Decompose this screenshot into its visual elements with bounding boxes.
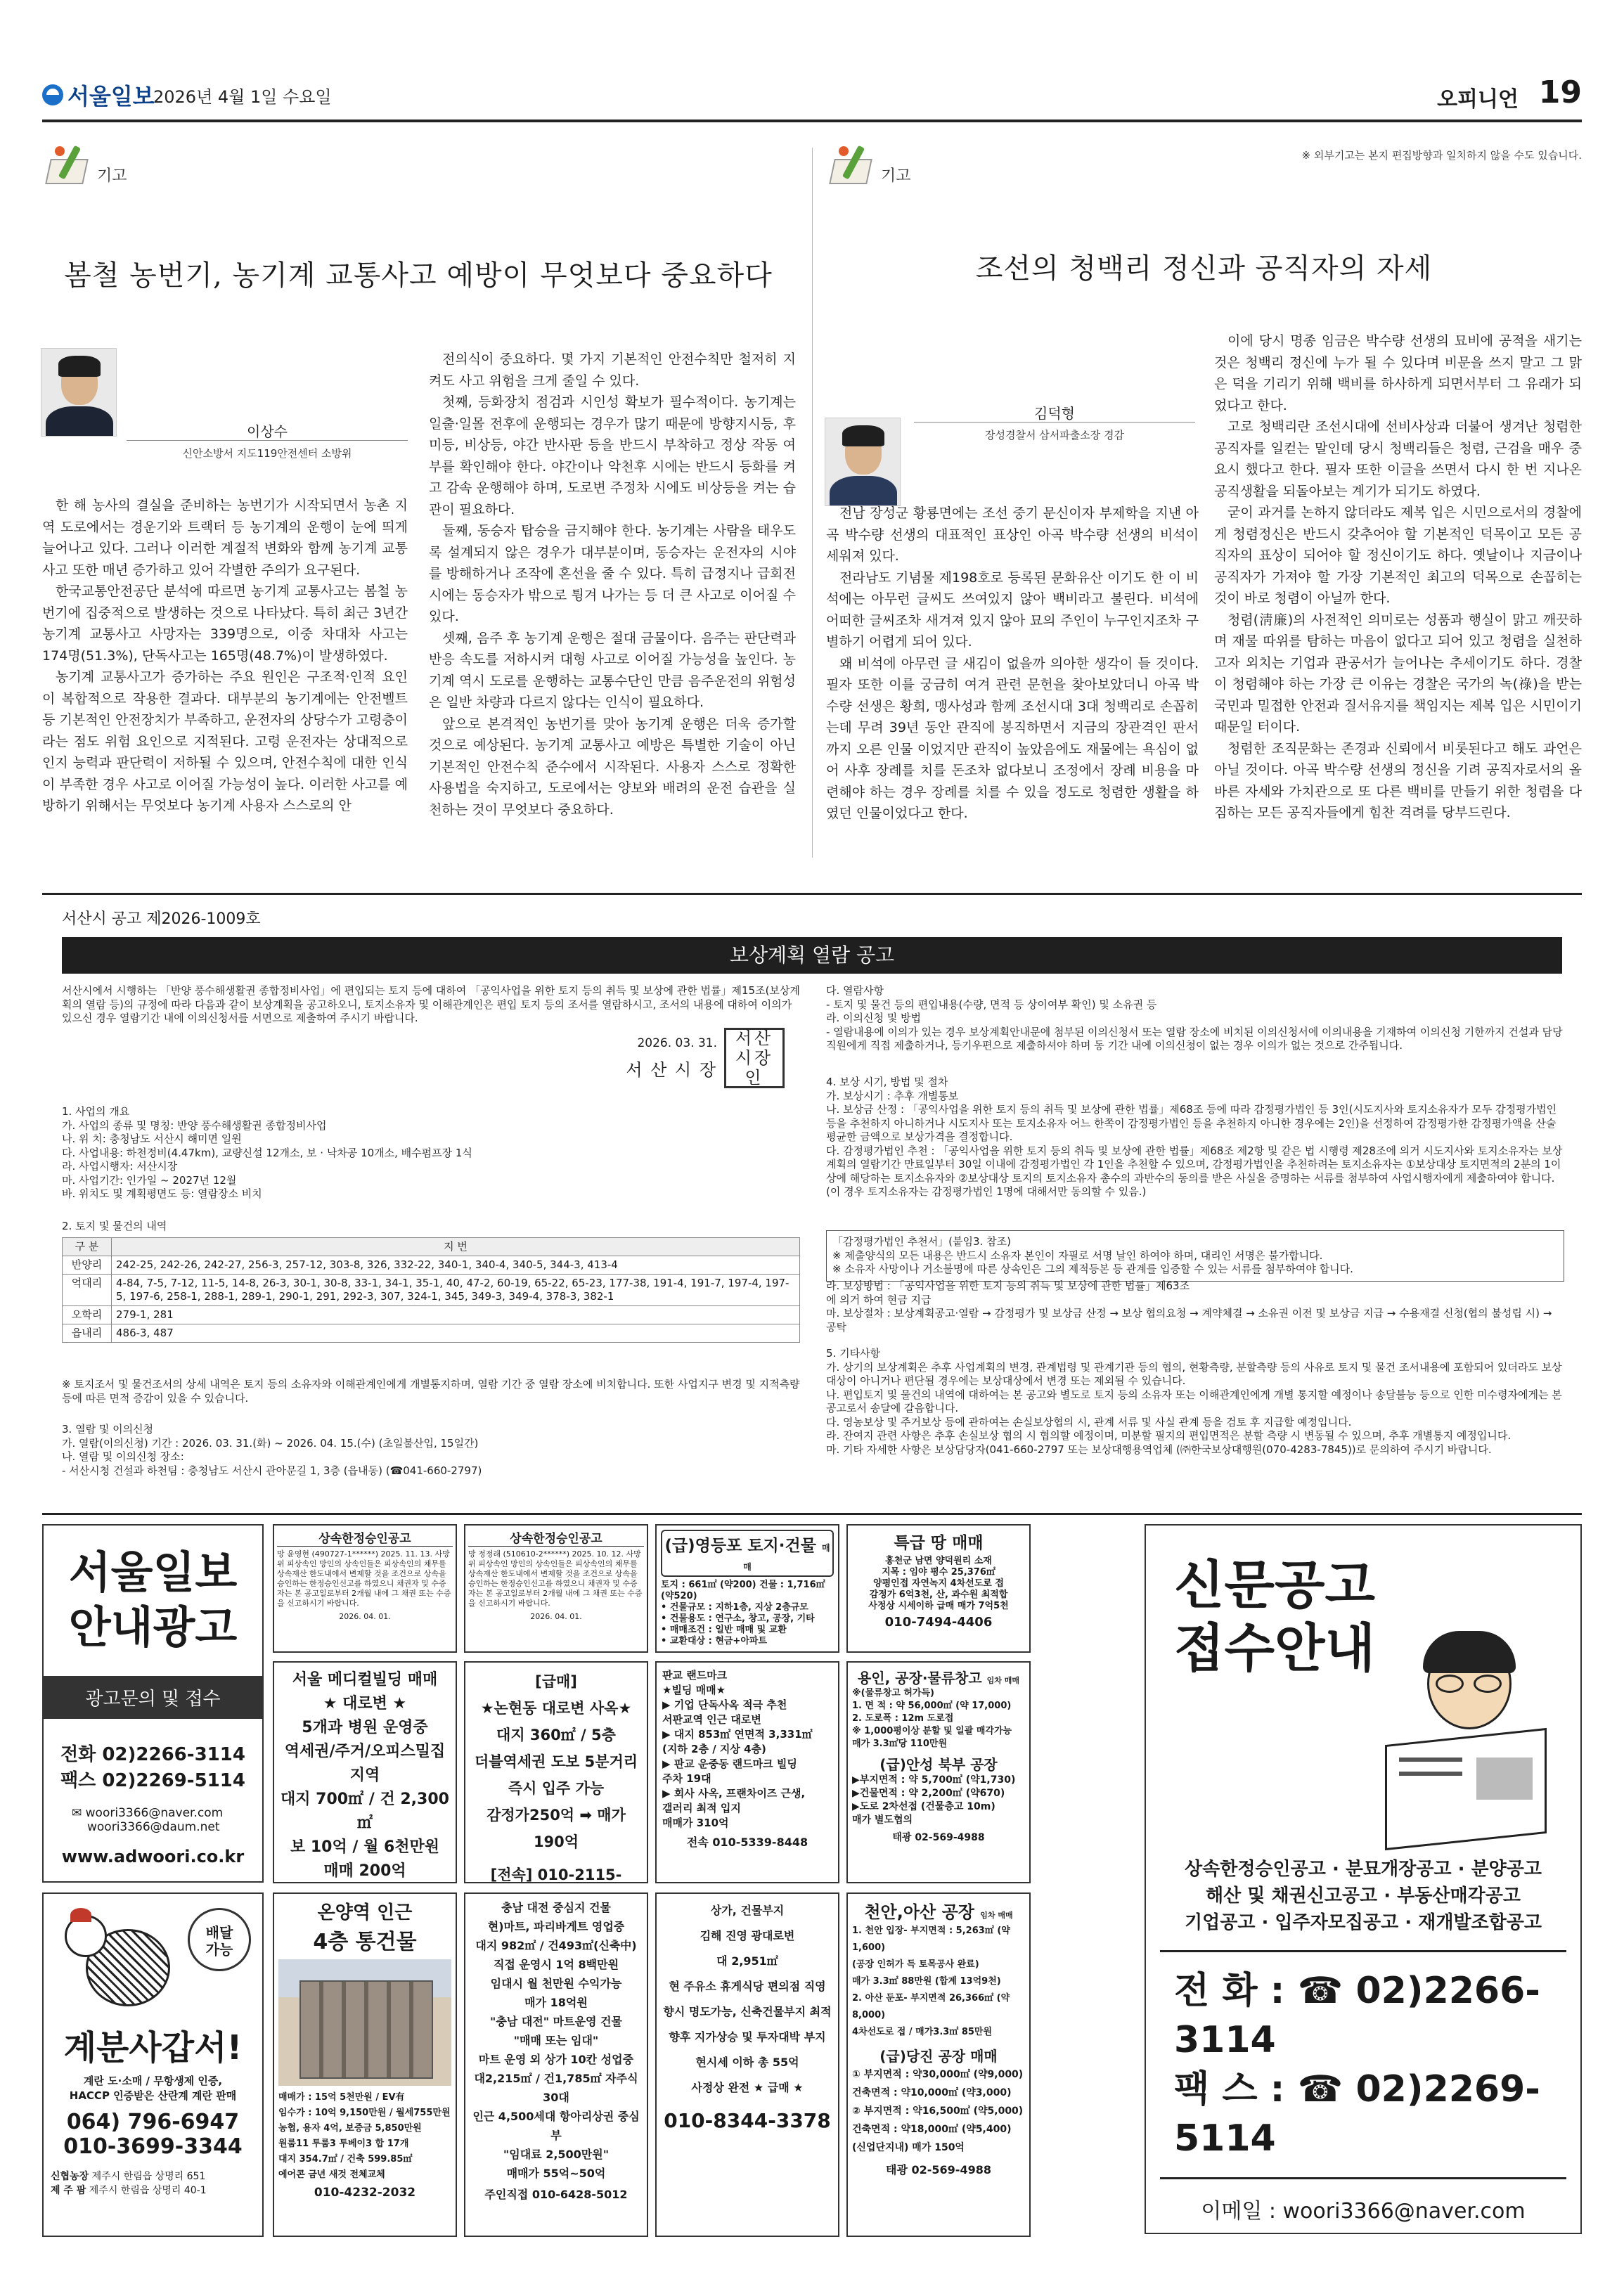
author-photo (41, 348, 117, 437)
ad-line: 매매가 55억~50억 (506, 2167, 606, 2180)
lot-cell: 279-1, 281 (112, 1306, 800, 1324)
ad-line: ▶ 기업 단독사옥 적극 추천 (662, 1698, 787, 1711)
issue-date: 2026년 4월 1일 수요일 (153, 87, 332, 107)
logo-icon (42, 84, 63, 105)
classified-ad: 온양역 인근 4층 통건물 매매가 : 15억 5천만원 / EV有 임수가 : 10억 9,150만원 / 월세755만원 농협, 용자 4억, 보증금 5,850만원 원룸11 투룸3 투베이3 합 17개 대지 354.7㎡ / 건축 599.85㎡ 에어콘 금년 새것 전체교체 010-4232-2032 (273, 1892, 457, 2237)
ad-line: 임대시 월 천만원 수익가능 (490, 1977, 622, 1990)
ad-line: 매매가 : 15억 5천만원 / EV有 (278, 2092, 405, 2103)
paragraph: 전남 장성군 황룡면에는 조선 중기 문신이자 부제학을 지낸 아곡 박수량 선생의 대표적인 표상인 아곡 박수량 선생의 비석이 세워져 있다. (826, 505, 1199, 564)
page-header (42, 75, 1582, 118)
ad-line: 사정상 완전 ★ 급매 ★ (691, 2081, 804, 2094)
ad-line: 대지 982㎡ / 건493㎡(신축中) (475, 1939, 637, 1952)
text-line: 나. 편입토지 및 물건의 내역에 대하여는 본 공고와 별도로 토지 등의 소유자 또는 이해관계인에게 개별 통지할 예정이나 송달불능 등으로 인한 미수령자에게는 본 공고로서 송달에 갈음합니다. (826, 1388, 1562, 1414)
header-rule (42, 120, 1582, 122)
ad-line: 매매 200억 (323, 1862, 406, 1880)
ad-line: ① 부지면적 : 약30,000㎡ (약9,000) (852, 2069, 1024, 2080)
ad-line: (공장 인허가 득 토목공사 완료) (852, 1959, 979, 1970)
paragraph: 셋째, 음주 후 농기계 운행은 절대 금물이다. 음주는 판단력과 반응 속도를 저하시켜 대형 사고로 이어질 가능성을 높인다. 농기계 역시 도로를 운행하는 교통수단인 만큼 음주운전의 위험성은 일반 차량과 다르지 않다는 인식이 필요하다. (429, 630, 796, 710)
author-position: 신안소방서 지도119안전센터 소방위 (182, 447, 352, 460)
ads-rule (42, 1513, 1582, 1515)
notice-section-1 (62, 1105, 800, 1201)
ad-line: 토지 : 661㎡ (약200) 건물 : 1,716㎡ (약520) (661, 1580, 825, 1601)
column-divider (812, 148, 813, 858)
ad-line: ▶ 대지 853㎡ 연면적 3,331㎡ (662, 1728, 813, 1741)
ad-line: • 건물규모 : 지하1층, 지상 2층규모 (661, 1602, 808, 1613)
section-name: 오피니언 (1437, 87, 1519, 112)
village-cell: 억대리 (63, 1275, 112, 1306)
delivery-badge: 배달가능 (188, 1908, 251, 1971)
ad-line: 역세권/주거/오피스밀집지역 (284, 1743, 446, 1784)
text-line: 나. 보상금 산정 : 「공익사업을 위한 토지 등의 취득 및 보상에 관한 법률」제68조 등에 따라 감정평가법인 등 3인(시도지사와 토지소유자가 모두 감정평가법인 등을 추천하지 아니하거나 시도지사 또는 토지소유자 어느 한쪽이 감정평가법인 등을 추천하지 아니한 경우에는 2인)을 선정하여 감정평가한 감정평가액을 산술평균한 금액으로 보상가격을 결정합니다. (826, 1103, 1557, 1143)
ad-line: 현)마트, 파리바게트 영업중 (487, 1920, 625, 1933)
notice-right-b (826, 1076, 1564, 1199)
text-line: 마. 기타 자세한 사항은 보상담당자(041-660-2797 또는 보상대행용역업체 (㈜한국보상대행원(070-4283-7845))로 문의하여 주시기 바랍니다. (826, 1443, 1492, 1456)
text-line: 다. 영농보상 및 주거보상 등에 관하여는 손실보상협의 시, 관계 서류 및 사실 관계 등을 검토 후 지급할 예정입니다. (826, 1415, 1352, 1429)
ad-line: 상가, 건물부지 (710, 1904, 785, 1917)
ad-line: 인근 4,500세대 항아리상권 중심부 (472, 2110, 640, 2142)
text-line: 라. 잔여지 관련 사항은 추후 손실보상 협의 시 협의할 예정이며, 미분할 필지의 편입면적은 분할 측량 시 변동될 수 있으며, 추후 개별통지 예정입니다. (826, 1429, 1512, 1442)
contribution-tag: 기고 (42, 141, 127, 190)
paragraph: 청렴(淸廉)의 사전적인 의미로는 성품과 행실이 맑고 깨끗하며 재물 따위를 탐하는 마음이 없다고 되어 있고 청렴을 실천하고자 외치는 기업과 관공서가 늘어나는 추세이기도 하다. 경찰이 청렴해야 하는 가장 큰 이유는 경찰은 국가의 녹(祿)을 받는 국민과 밀접한 안전과 질서유지를 책임지는 제복 입은 시민이기 때문일 터이다. (1214, 612, 1582, 735)
page-number: 19 (1538, 75, 1582, 110)
newspaper-notice-ad: 신문공고 접수안내 상속한정승인공고 · 분묘개장공고 · 분양공고 해산 및 채권신고공고 · 부동산매각공고 기업공고 · 입주자모집공고 · 재개발조합공고 전 화 : ☎ 02)2266-3114 팩 스 : ☎ 02)2269-5114 이메일 : woori3366@naver.com (1145, 1524, 1582, 2234)
ad-line: ※(물류창고 허가득) (852, 1688, 934, 1698)
ad-line: "충남 대전" 마트운영 건물 (490, 2015, 622, 2028)
paragraph: 이에 당시 명종 임금은 박수량 선생의 묘비에 공적을 새기는 것은 청백리 정신에 누가 될 수 있다며 비문을 쓰지 말고 그 맑은 덕을 기리기 위해 백비를 하사하게 되면서부터 그 유래가 되었다고 한다. (1214, 333, 1582, 413)
table-row (63, 1324, 800, 1343)
text-line: 라. 보상방법 : 「공익사업을 위한 토지 등의 취득 및 보상에 관한 법률」제63조 (826, 1279, 1190, 1292)
village-cell: 읍내리 (63, 1324, 112, 1343)
ad-line: 건축면적 : 약10,000㎡ (약3,000) (852, 2087, 1012, 2098)
ad-line: 현 주유소 휴게식당 편의점 직영 (669, 1980, 826, 1993)
byline-rule (127, 440, 408, 441)
notice-right-c (826, 1279, 1564, 1334)
text-line: 라. 사업시행자: 서산시장 (62, 1160, 178, 1173)
ad-line: 대 2,951㎡ (716, 1954, 778, 1968)
text-line: - 서산시청 건설과 하천팀 : 충청남도 서산시 관아문길 1, 3층 (읍내동) (☎041-660-2797) (62, 1464, 482, 1477)
ad-line: 매가 3.3㎡ 88만원 (합계 13억9천) (852, 1976, 1001, 1987)
notice-number: 서산시 공고 제2026-1009호 (62, 910, 261, 928)
text-line: 「감정평가법인 추천서」(붙임3. 참조) (832, 1235, 1011, 1248)
lot-cell: 4-84, 7-5, 7-12, 11-5, 14-8, 26-3, 30-1, 30-8, 33-1, 34-1, 35-1, 40, 47-2, 60-19, 65-22, 65-23, 177-38, 191-4, 191-7, 197-4, 197-5, 197-6, 258-1, 288-1, 289-1, 290-1, 291, 292-3, 307, 324-1, 345, 349-3, 349-4, 378-3, 382-1 (112, 1275, 800, 1306)
ad-line: 매가 3.3㎡당 110만원 (852, 1739, 948, 1749)
ad-line: 향후 지가상승 및 투자대박 부지 (669, 2030, 826, 2044)
paragraph: 한 해 농사의 결실을 준비하는 농번기가 시작되면서 농촌 지역 도로에서는 경운기와 트랙터 등 농기계의 운행이 눈에 띄게 늘어나고 있다. 그러나 이러한 계절적 변화와 함께 농기계 교통사고 또한 매년 증가하고 있어 각별한 주의가 요구된다. (42, 498, 408, 578)
notice-right-a (826, 984, 1564, 1053)
rooster-icon (58, 1908, 184, 2013)
ad-line: ★빌딩 매매★ (662, 1684, 726, 1696)
ad-line: 지목 : 임야 평수 25,376㎡ (882, 1567, 995, 1578)
paragraph: 둘째, 동승자 탑승을 금지해야 한다. 농기계는 사람을 태우도록 설계되지 않은 경우가 대부분이며, 동승자는 운전자의 시야를 방해하거나 조작에 혼선을 줄 수 있다. 특히 급정지나 급회전 시에는 동승자가 밖으로 튕겨 나가는 등 더 큰 사고로 이어질 수 있다. (429, 523, 796, 624)
table-note: ※ 토지조서 및 물건조서의 상세 내역은 토지 등의 소유자와 이해관계인에게 개별통지하며, 열람 기간 중 열람 장소에 비치합니다. 또한 사업지구 변경 및 지적측량 등에 따른 면적 증감이 있을 수 있습니다. (62, 1378, 800, 1405)
paragraph: 농기계 교통사고가 증가하는 주요 원인은 구조적·인적 요인이 복합적으로 작용한 결과다. 대부분의 농기계에는 안전벨트 등 기본적인 안전장치가 부족하고, 운전자의 상당수가 고령층이라는 점도 위험 요인으로 지적된다. 고령 운전자는 상대적으로 인지 능력과 판단력이 저하될 수 있으며, 안전수칙에 대한 인식이 부족한 경우 사고로 이어질 가능성이 높다. 이러한 사고를 예방하기 위해서는 무엇보다 농기계 사용자 스스로의 안 (42, 669, 408, 813)
ad-line: 갤러리 최적 입지 (662, 1802, 741, 1814)
ad-line: ▶부지면적 : 약 5,700㎡ (약1,730) (852, 1774, 1016, 1786)
ad-line: ▶ 회사 사옥, 프랜차이즈 근생, (662, 1787, 806, 1800)
ad-line: 감정가250억 ➡ 매가 190억 (486, 1807, 626, 1850)
ad-line: 마트 운영 외 상가 10칸 성업중 (478, 2053, 634, 2066)
classified-ad (273, 1661, 457, 1883)
contribution-tag: 기고 (826, 141, 911, 190)
author-name: 김덕형 (1034, 405, 1075, 422)
article-body-col1 (42, 495, 408, 817)
paragraph: 왜 비석에 아무런 글 새김이 없을까 의아한 생각이 들 것이다. 필자 또한 이를 궁금히 여겨 관련 문헌을 찾아보았더니 아곡 박수량 선생은 황희, 맹사성과 함께 조선시대 3대 청백리로 손꼽히는데 무려 39년 동안 관직에 봉직하면서 지금의 장관격인 판서까지 오른 인물 이었지만 관직이 높았음에도 재물에는 욕심이 없어 사후 장례를 치를 돈조차 없다보니 조정에서 장례 비용을 마련해야 하는 경우 장례를 치를 수 있을 정도로 청렴한 생활을 하였던 인물이었다고 한다. (826, 655, 1199, 821)
reading-man-illustration (1378, 1631, 1554, 1842)
text-line: 다. 열람사항 (826, 984, 884, 997)
disclaimer: ※ 외부기고는 본지 편집방향과 일치하지 않을 수도 있습니다. (1301, 149, 1582, 162)
ad-line: 향시 명도가능, 신축건물부지 최적 (663, 2005, 832, 2018)
table-row (63, 1256, 800, 1275)
text-line: 나. 위 치: 충청남도 서산시 해미면 일원 (62, 1133, 242, 1145)
ad-line: 대2,215㎡ / 건1,785㎡ 자주식 30대 (474, 2072, 638, 2104)
ad-line: 직접 운영시 1억 8백만원 (493, 1958, 619, 1971)
ad-line: 기업공고 · 입주자모집공고 · 재개발조합공고 (1184, 1912, 1542, 1933)
ad-line: ▶도로 2차선접 (건물층고 10m) (852, 1801, 995, 1812)
classified-ad: 상속한정승인공고 망 정정래 (510610-2******) 2025. 10. 12. 사망 위 피상속인 망인의 상속인들은 피상속인의 채무를 상속재산 한도내에서 변제할 것을 조건으로 상속을 승인하는 한정승인신고를 하였으니 채권자 및 수증자는 본 공고일로부터 2개월 내에 그 채권 또는 수증을 신고하시기 바랍니다. 2026. 04. 01. (464, 1524, 648, 1653)
ad-line: 2. 아산 둔포- 부지면적 26,366㎡ (약8,000) (852, 1993, 1010, 2020)
article-body-col2 (1214, 330, 1582, 824)
ad-line: • 건물용도 : 연구소, 창고, 공장, 기타 (661, 1613, 815, 1624)
ad-line: ▶건물면적 : 약 2,200㎡ (약670) (852, 1788, 1005, 1799)
ad-line: 보 10억 / 월 6천만원 (290, 1838, 440, 1856)
byline-rule (914, 422, 1195, 423)
author-photo (825, 418, 901, 506)
ad-line: 대지 360㎡ / 5층 (496, 1727, 616, 1743)
ad-line: 매가 별도협의 (852, 1814, 913, 1826)
classified-ad: (급)영등포 토지·건물 매매 토지 : 661㎡ (약200) 건물 : 1,716㎡ (약520) • 건물규모 : 지하1층, 지상 2층규모 • 건물용도 : 연구소, 창고, 공장, 기타 • 매매조건 : 일반 매매 및 교환 • 교환대상 : 현금+아파트 (655, 1524, 839, 1653)
text-line: 마. 사업기간: 인가일 ~ 2027년 12월 (62, 1173, 237, 1187)
ad-line: 현시세 이하 총 55억 (695, 2056, 799, 2069)
paragraph: 청렴한 조직문화는 존경과 신뢰에서 비롯된다고 해도 과언은 아닐 것이다. 아곡 박수량 선생의 정신을 기려 공직자로서의 올바른 자세와 가치관으로 또 다른 백비를 만들기 위한 청렴을 다짐하는 모든 공직자들에게 힘찬 격려를 당부드린다. (1214, 740, 1582, 820)
ad-line: [급매] (535, 1673, 577, 1690)
notice-title: 보상계획 열람 공고 (62, 937, 1562, 974)
village-cell: 오학리 (63, 1306, 112, 1324)
text-line: 다. 감정평가법인 추천 : 「공익사업을 위한 토지 등의 취득 및 보상에 관한 법률」제68조 제2항 및 같은 법 시행령 제28조에 의거 시도지사와 토지소유자는 보상계획의 열람기간 만료일부터 30일 이내에 감정평가법인 각 1인을 추천할 수 있으며, 감정평가법인을 추천하려는 토지소유자는 ①보상대상 토지면적의 2분의 1이상에 해당하는 토지소유자와 ②보상대상 토지의 토지소유자 총수의 과반수의 동의를 받은 사실을 증명하는 서류를 첨부하여 사업시행자에게 제출하여야 합니다.(이 경우 토지소유자는 감정평가법인 1명에 대해서만 동의할 수 있음.) (826, 1144, 1563, 1198)
ad-line: 감정가 6억3천, 산, 과수원 최적합 (869, 1589, 1008, 1600)
text-line: 라. 이의신청 및 방법 (826, 1012, 921, 1024)
notice-right-d (826, 1347, 1564, 1457)
ad-line: 5개과 병원 운영중 (302, 1719, 428, 1736)
classified-ad: 용인, 공장·물류창고 임차 매매 ※(물류창고 허가득) 1. 면 적 : 약 56,000㎡ (약 17,000) 2. 도로폭 : 12m 도로접 ※ 1,000평이상 분할 및 일괄 매각가능 매가 3.3㎡당 110만원 (급)안성 북부 공장 ▶부지면적 : 약 5,700㎡ (약1,730) ▶건물면적 : 약 2,200㎡ (약670) ▶도로 2차선접 (건물층고 10m) 매가 별도협의 태광 02-569-4988 (846, 1661, 1031, 1883)
paragraph: 앞으로 본격적인 농번기를 맞아 농기계 운행은 더욱 증가할 것으로 예상된다. 농기계 교통사고 예방은 특별한 기술이 아닌 기본적인 안전수칙 준수에서 시작된다. 사용자 스스로 정확한 사용법을 숙지하고, 도로에서는 양보와 배려의 운전 습관을 실천하는 것이 무엇보다 중요하다. (429, 716, 796, 818)
text-line: 다. 사업내용: 하천정비(4.47km), 교량신설 12개소, 보 · 낙차공 10개소, 배수펌프장 1식 (62, 1146, 472, 1159)
article-body-col2 (429, 349, 796, 820)
table-row (63, 1275, 800, 1306)
ad-line: 해산 및 채권신고공고 · 부동산매각공고 (1206, 1885, 1521, 1907)
land-table (62, 1237, 800, 1343)
ad-line: 농협, 용자 4억, 보증금 5,850만원 (278, 2123, 422, 2134)
text-line: 3. 열람 및 이의신청 (62, 1423, 154, 1436)
notice-section-3 (62, 1423, 800, 1478)
article-title: 봄철 농번기, 농기계 교통사고 예방이 무엇보다 중요하다 (64, 259, 773, 292)
table-header: 구 분 (63, 1238, 112, 1256)
ad-line: 임수가 : 10억 9,150만원 / 월세755만원 (278, 2108, 451, 2118)
ad-line: ② 부지면적 : 약16,500㎡ (약5,000) (852, 2105, 1024, 2117)
paragraph: 전라남도 기념물 제198호로 등록된 문화유산 이기도 한 이 비석에는 아무런 글씨도 쓰여있지 않아 백비라고 불린다. 비석에 어떠한 글씨조차 새겨져 있지 않아 묘의 주인이 누구인지조차 구별하기 어렵게 되어 있다. (826, 569, 1199, 650)
text-line: 나. 열람 및 이의신청 장소: (62, 1450, 184, 1463)
paragraph: 굳이 과거를 논하지 않더라도 제복 입은 시민으로서의 경찰에게 청렴정신은 반드시 갖추어야 할 기본적인 덕목이고 모든 공직자의 표상이 되어야 할 정신이기도 하다. 옛날이나 지금이나 공직자가 가져야 할 가장 기본적인 최고의 덕목으로 손꼽히는 것이 바로 청렴이 아닐까 한다. (1214, 505, 1582, 606)
lot-cell: 486-3, 487 (112, 1324, 800, 1343)
notice-intro: 서산시에서 시행하는 「반양 풍수해생활권 종합정비사업」에 편입되는 토지 등에 대하여 「공익사업을 위한 토지 등의 취득 및 보상에 관한 법률」제15조(보상계획의 열람 등)의 규정에 따라 다음과 같이 보상계획을 공고하오니, 토지소유자 및 이해관계인은 편입 토지 등의 조서를 열람하시고, 조서의 내용에 대하여 이의가 있으신 경우 열람기간 내에 이의신청서를 서면으로 제출하여 주시기 바랍니다. (62, 984, 800, 1024)
paragraph: 전의식이 중요하다. 몇 가지 기본적인 안전수칙만 철저히 지켜도 사고 위험을 크게 줄일 수 있다. (429, 352, 796, 389)
ad-line: 1. 면 적 : 약 56,000㎡ (약 17,000) (852, 1701, 1012, 1711)
ad-line: 주차 19대 (662, 1772, 711, 1785)
text-line: - 열람내용에 이의가 있는 경우 보상계획안내문에 첨부된 이의신청서 또는 열람 장소에 비치된 이의신청서에 이의내용을 기재하여 이의신청 기한까지 건설과 담당직원에게 직접 제출하거나, 등기우편으로 제출하셔야 하며 동 기간 내에 이의신청이 없는 경우 이의가 없는 것으로 간주됩니다. (826, 1025, 1563, 1052)
text-line: 1. 사업의 개요 (62, 1105, 130, 1118)
ad-line: • 매매조건 : 일반 매매 및 교환 (661, 1625, 787, 1635)
classified-ad: [급매] ★논현동 대로변 사옥★ 대지 360㎡ / 5층 더블역세권 도보 5분거리 즉시 입주 가능 감정가250억 ➡ 매가 190억 [전속] 010-2115- (464, 1661, 648, 1883)
text-line: 가. 상기의 보상계획은 추후 사업계획의 변경, 관계법령 및 관계기관 등의 협의, 현황측량, 분할측량 등의 사유로 토지 및 물건 조서내용에 포함되어 있더라도 보상대상이 아니거나 편단될 경우에는 보상대상에서 변경 또는 제외될 수 있습니다. (826, 1360, 1562, 1387)
recommendation-box (826, 1230, 1564, 1282)
text-line: 마. 보상절차 : 보상계획공고·열람 → 감정평가 및 보상금 산정 → 보상 협의요청 → 계약체결 → 소유권 이전 및 보상금 지급 → 수용재결 신청(협의 불성립 시) → 공탁 (826, 1307, 1552, 1334)
author-name: 이상수 (247, 423, 288, 440)
ad-line: 양평인접 자연녹지 4차선도로 접 (873, 1578, 1004, 1589)
ad-line: 판교 랜드마크 (662, 1669, 728, 1682)
ad-line: 사정상 시세이하 급매 매가 7억5천 (868, 1601, 1009, 1611)
text-line: ※ 소유자 사망이나 거소불명에 따른 상속인은 그의 제적등본 등 관계를 입증할 수 있는 서류를 첨부하여야 합니다. (832, 1263, 1353, 1275)
text-line: 가. 보상시기 : 추후 개별통보 (826, 1089, 959, 1102)
pen-paper-icon (826, 141, 875, 190)
notice-date: 2026. 03. 31. (637, 1036, 717, 1050)
ad-line: 2. 도로폭 : 12m 도로접 (852, 1713, 954, 1724)
ad-line: 서판교역 인근 대로변 (662, 1713, 761, 1726)
ad-line: 에어콘 금년 새것 전체교체 (278, 2169, 385, 2180)
mail-icon: ✉ (72, 1806, 82, 1820)
paragraph: 한국교통안전공단 분석에 따르면 농기계 교통사고는 봄철 농번기에 집중적으로 발생하는 것으로 나타났다. 특히 최근 3년간 농기계 교통사고 사망자는 339명으로, 이중 차대차 사고는 174명(51.3%), 단독사고는 165명(48.7%)이 발생하였다. (42, 583, 408, 664)
ad-line: 홍천군 남면 양덕원리 소재 (885, 1556, 992, 1566)
table-header: 지 번 (112, 1238, 800, 1256)
official-seal: 서산시장인 (724, 1028, 785, 1088)
text-line: 4. 보상 시기, 방법 및 절차 (826, 1076, 948, 1088)
ad-line: ★ 대로변 ★ (323, 1695, 407, 1713)
ad-line: 대지 354.7㎡ / 건축 599.85㎡ (278, 2154, 413, 2165)
text-line: 가. 사업의 종류 및 명칭: 반양 풍수해생활권 종합정비사업 (62, 1118, 327, 1132)
text-line: 바. 위치도 및 계획평면도 등: 열람장소 비치 (62, 1187, 262, 1200)
ad-line: (지하 2층 / 지상 4층) (662, 1743, 766, 1755)
ad-line: 매가 18억원 (524, 1996, 588, 2009)
lot-cell: 242-25, 242-26, 242-27, 256-3, 257-12, 303-8, 326, 332-22, 340-1, 340-4, 340-5, 344-3, 413-4 (112, 1256, 800, 1275)
classified-ad-eggs: 배달가능 계분사갑서! 계란 도·소매 / 무항생제 인증, HACCP 인증받은 산란계 계란 판매 064) 796-6947 010-3699-3344 신협농장 제주시 한림읍 상명리 651 제 주 팜 제주시 한림읍 상명리 40-1 (42, 1892, 264, 2237)
ad-line: 1. 천안 입장- 부지면적 : 5,263㎡ (약1,600) (852, 1926, 1010, 1953)
pen-paper-icon (42, 141, 91, 190)
classified-ad: 특급 땅 매매 홍천군 남면 양덕원리 소재 지목 : 임야 평수 25,376㎡ 양평인접 자연녹지 4차선도로 접 감정가 6억3천, 산, 과수원 최적합 사정상 시세이하 급매 매가 7억5천 010-7494-4406 (846, 1524, 1031, 1653)
classified-ad: 상속한정승인공고 망 윤영현 (490727-1******) 2025. 11. 13. 사망 위 피상속인 망인의 상속인들은 피상속인의 채무를 상속재산 한도내에서 변제할 것을 조건으로 상속을 승인하는 한정승인신고를 하였으니 채권자 및 수증자는 본 공고일로부터 2개월 내에 그 채권 또는 수증을 신고하시기 바랍니다. 2026. 04. 01. (273, 1524, 457, 1653)
classified-ad-info: 서울일보 안내광고 광고문의 및 접수 전화 02)2266-3114 팩스 02)2269-5114 ✉ woori3366@naver.com woori3366@daum.net www.adwoori.co.kr (42, 1524, 264, 1883)
notice-signer: 서 산 시 장 (626, 1060, 717, 1080)
text-line: 5. 기타사항 (826, 1347, 881, 1360)
text-line: - 토지 및 물건 등의 편입내용(수량, 면적 등 상이여부 확인) 및 소유권 등 (826, 998, 1157, 1011)
text-line: 에 의거 하여 현금 지급 (826, 1293, 932, 1306)
ad-line: 대지 700㎡ / 건 2,300㎡ (281, 1791, 449, 1832)
brand-logo: 서울일보 (42, 79, 155, 111)
ad-line: 4차선도로 접 / 매가3.3㎡ 85만원 (852, 2027, 993, 2037)
village-cell: 반양리 (63, 1256, 112, 1275)
table-row (63, 1306, 800, 1324)
classified-ad: 판교 랜드마크 ★빌딩 매매★ ▶ 기업 단독사옥 적극 추천 서판교역 인근 대로변 ▶ 대지 853㎡ 연면적 3,331㎡ (지하 2층 / 지상 4층) ▶ 판교 운중동 랜드마크 빌딩 주차 19대 ▶ 회사 사옥, 프랜차이즈 근생, 갤러리 최적 입지 매매가 310억 전속 010-5339-8448 (655, 1661, 839, 1883)
paragraph: 첫째, 등화장치 점검과 시인성 확보가 필수적이다. 농기계는 일출·일몰 전후에 운행되는 경우가 많기 때문에 방향지시등, 후미등, 비상등, 야간 반사판 등을 반드시 부착하고 정상 작동 여부를 확인해야 한다. 야간이나 악천후 시에는 반드시 등화를 켜고 감속 운행해야 하며, 도로변 주정차 시에도 비상등을 켜는 습관이 필요하다. (429, 394, 796, 517)
ad-line: (신업단지내) 매가 150억 (852, 2142, 965, 2153)
ad-line: ▶ 판교 운중동 랜드마크 빌딩 (662, 1758, 797, 1770)
ad-line: 건축면적 : 약18,000㎡ (약5,400) (852, 2124, 1012, 2135)
ad-line: • 교환대상 : 현금+아파트 (661, 1636, 768, 1646)
ad-line: "매매 또는 임대" (513, 2034, 599, 2047)
ad-line: 즉시 입주 가능 (508, 1780, 605, 1797)
ad-line: 서울 메디컬빌딩 매매 (292, 1671, 438, 1689)
ad-line: 충남 대전 중심지 건물 (501, 1901, 611, 1914)
ad-line: "임대료 2,500만원" (503, 2148, 610, 2161)
author-position: 장성경찰서 삼서파출소장 경감 (985, 429, 1124, 441)
article-body-col1 (826, 503, 1199, 825)
classified-ad: 상가, 건물부지 김해 진영 광대로변 대 2,951㎡ 현 주유소 휴게식당 편의점 직영 향시 명도가능, 신축건물부지 최적 향후 지가상승 및 투자대박 부지 현시세 이하 총 55억 사정상 완전 ★ 급매 ★ 010-8344-3378 (655, 1892, 839, 2237)
text-line: ※ 제출양식의 모든 내용은 반드시 소유자 본인이 자필로 서명 날인 하여야 하며, 대리인 서명은 불가합니다. (832, 1249, 1323, 1262)
paragraph: 고로 청백리란 조선시대에 선비사상과 더불어 생겨난 청렴한 공직자를 일컫는 말인데 당시 청백리들은 청렴, 근검을 매우 중요시 했다고 한다. 필자 또한 이글을 쓰면서 다시 한 번 지나온 공직생활을 되돌아보는 계기가 되기도 하였다. (1214, 419, 1582, 499)
article-title: 조선의 청백리 정신과 공직자의 자세 (975, 252, 1433, 285)
ad-line: 원룸11 투룸3 투베이3 합 17개 (278, 2139, 409, 2149)
ad-line: ★논현동 대로변 사옥★ (480, 1700, 632, 1717)
classified-ad: 천안,아산 공장 임차 매매 1. 천안 입장- 부지면적 : 5,263㎡ (약1,600) (공장 인허가 득 토목공사 완료) 매가 3.3㎡ 88만원 (합계 13억9천) 2. 아산 둔포- 부지면적 26,366㎡ (약8,000) 4차선도로 접 / 매가3.3㎡ 85만원 (급)당진 공장 매매 ① 부지면적 : 약30,000㎡ (약9,000) 건축면적 : 약10,000㎡ (약3,000) ② 부지면적 : 약16,500㎡ (약5,000) 건축면적 : 약18,000㎡ (약5,400) (신업단지내) 매가 150억 태광 02-569-4988 (846, 1892, 1031, 2237)
notice-section-2-heading: 2. 토지 및 물건의 내역 (62, 1220, 167, 1232)
classified-ad: 충남 대전 중심지 건물 현)마트, 파리바게트 영업중 대지 982㎡ / 건493㎡(신축中) 직접 운영시 1억 8백만원 임대시 월 천만원 수익가능 매가 18억원 "충남 대전" 마트운영 건물 "매매 또는 임대" 마트 운영 외 상가 10칸 성업중 대2,215㎡ / 건1,785㎡ 자주식 30대 인근 4,500세대 항아리상권 중심부 "임대료 2,500만원" 매매가 55억~50억 주인직접 010-6428-5012 (464, 1892, 648, 2237)
ad-line: 김해 진영 광대로변 (700, 1929, 795, 1942)
building-photo (278, 1959, 451, 2086)
text-line: 가. 열람(이의신청) 기간 : 2026. 03. 31.(화) ~ 2026. 04. 15.(수) (초일불산입, 15일간) (62, 1436, 479, 1450)
ad-line: 매매가 310억 (662, 1817, 729, 1829)
ad-line: ※ 1,000평이상 분할 및 일괄 매각가능 (852, 1726, 1012, 1736)
ad-line: 더블역세권 도보 5분거리 (474, 1753, 638, 1770)
ad-line: 상속한정승인공고 · 분묘개장공고 · 분양공고 (1184, 1859, 1542, 1880)
